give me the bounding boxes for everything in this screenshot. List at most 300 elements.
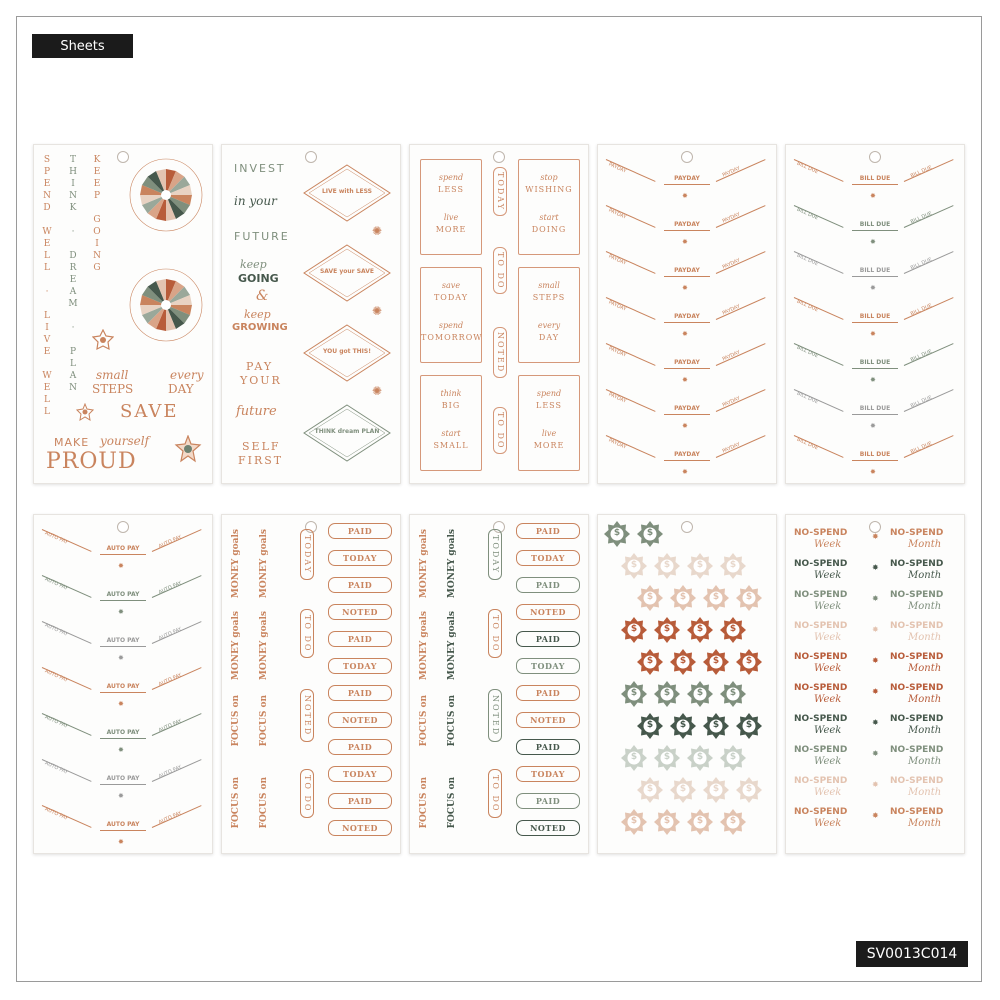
dollar-badge-sticker — [621, 617, 647, 643]
vertical-label: NOTED — [493, 327, 507, 378]
chevron-label: AUTO PAY — [43, 530, 69, 546]
star-icon: ✸ — [872, 532, 879, 541]
diamond-sticker — [302, 163, 392, 223]
dollar-badge-sticker — [654, 617, 680, 643]
first-text: FIRST — [238, 454, 284, 467]
tag-script: think — [440, 389, 462, 398]
invest-text: INVEST — [234, 162, 286, 175]
vertical-label: TO DO — [493, 407, 507, 454]
center-rule — [664, 276, 710, 277]
keep-going-text: KEEP GOING — [92, 155, 102, 275]
star-icon: ✸ — [872, 780, 879, 789]
week-script: Week — [814, 756, 842, 767]
star-icon: ✸ — [682, 238, 688, 246]
center-rule — [852, 184, 898, 185]
chevron-label: BILL DUE — [909, 440, 933, 456]
center-rule — [852, 276, 898, 277]
center-rule — [664, 322, 710, 323]
chevron-label: BILL DUE — [795, 206, 819, 222]
center-rule — [664, 414, 710, 415]
dollar-sign: $ — [745, 656, 753, 666]
chevron-label: PAYDAY — [607, 207, 628, 221]
week-script: Week — [814, 787, 842, 798]
chevron-label: BILL DUE — [795, 160, 819, 176]
dollar-badge-sticker — [670, 777, 696, 803]
center-label: BILL DUE — [859, 451, 891, 458]
vertical-sticker: FOCUS on — [447, 695, 457, 747]
center-label: PAYDAY — [674, 175, 700, 182]
vertical-sticker: MONEY goals — [231, 529, 241, 599]
proud-text: PROUD — [46, 449, 137, 474]
flower-icon — [76, 403, 94, 421]
no-spend-text: NO-SPEND — [794, 652, 848, 662]
vertical-sticker: MONEY goals — [259, 529, 269, 599]
tag-word: LESS — [438, 185, 464, 194]
center-label: BILL DUE — [859, 175, 891, 182]
flower-icon: ✺ — [372, 304, 383, 318]
label-pill-sticker: PAID — [328, 631, 392, 647]
center-rule — [664, 460, 710, 461]
star-icon: ✸ — [872, 594, 879, 603]
vertical-label: TODAY — [488, 529, 502, 580]
label-pill-sticker: NOTED — [516, 820, 580, 836]
chevron-label: BILL DUE — [795, 252, 819, 268]
tag-script: start — [539, 213, 559, 222]
dollar-sign: $ — [663, 624, 671, 634]
label-pill-sticker: PAID — [328, 523, 392, 539]
dollar-sign: $ — [646, 528, 654, 538]
center-label: AUTO PAY — [106, 591, 140, 598]
vertical-label: TO DO — [488, 609, 502, 658]
dollar-badge-sticker — [736, 585, 762, 611]
no-spend-text: NO-SPEND — [890, 559, 944, 569]
label-pill-sticker: NOTED — [328, 820, 392, 836]
dollar-sign: $ — [663, 688, 671, 698]
dollar-badge-sticker — [720, 553, 746, 579]
chevron-label: BILL DUE — [795, 344, 819, 360]
dollar-sign: $ — [745, 720, 753, 730]
label-pill-sticker: TODAY — [516, 658, 580, 674]
chevron-label: PAYDAY — [721, 165, 742, 179]
dollar-badge-sticker — [736, 713, 762, 739]
spend-well-text: SPEND WELL · LIVE WELL — [42, 155, 52, 419]
dollar-sign: $ — [646, 784, 654, 794]
star-icon: ✸ — [872, 625, 879, 634]
center-label: PAYDAY — [674, 451, 700, 458]
day-text: DAY — [168, 382, 194, 396]
dollar-badge-sticker — [687, 809, 713, 835]
tag-script: spend — [438, 173, 464, 182]
month-script: Month — [908, 725, 942, 736]
star-icon: ✸ — [872, 563, 879, 572]
dollar-sign: $ — [729, 752, 737, 762]
growing-text: GROWING — [232, 322, 288, 333]
self-text: SELF — [242, 440, 281, 453]
tag-word: LESS — [536, 401, 562, 410]
center-label: PAYDAY — [674, 267, 700, 274]
dollar-badge-sticker — [654, 681, 680, 707]
tag-script: live — [443, 213, 459, 222]
no-spend-text: NO-SPEND — [890, 807, 944, 817]
center-label: AUTO PAY — [106, 729, 140, 736]
gift-tag-sticker — [420, 375, 482, 471]
hang-hole — [493, 151, 505, 163]
label-pill-sticker: PAID — [516, 685, 580, 701]
sticker-sheet-3 — [409, 144, 589, 484]
chevron-label: PAYDAY — [721, 257, 742, 271]
dollar-sign: $ — [712, 784, 720, 794]
no-spend-text: NO-SPEND — [890, 590, 944, 600]
sheets-label: Sheets — [32, 34, 133, 58]
center-label: BILL DUE — [859, 359, 891, 366]
going-text: GOING — [238, 272, 279, 285]
dollar-badge-sticker — [637, 585, 663, 611]
no-spend-text: NO-SPEND — [890, 745, 944, 755]
chevron-label: PAYDAY — [607, 345, 628, 359]
month-script: Month — [908, 694, 942, 705]
no-spend-text: NO-SPEND — [794, 745, 848, 755]
dollar-badge-sticker — [703, 585, 729, 611]
center-label: BILL DUE — [859, 221, 891, 228]
label-pill-sticker: PAID — [516, 739, 580, 755]
dollar-sign: $ — [679, 784, 687, 794]
vertical-sticker: FOCUS on — [419, 695, 429, 747]
sticker-sheet-5 — [785, 144, 965, 484]
star-icon: ✸ — [682, 192, 688, 200]
month-script: Month — [908, 539, 942, 550]
vertical-sticker: MONEY goals — [447, 529, 457, 599]
gift-tag-sticker — [518, 159, 580, 255]
label-pill-sticker: PAID — [516, 523, 580, 539]
small-text: small — [96, 368, 129, 382]
chevron-label: PAYDAY — [721, 211, 742, 225]
star-icon: ✸ — [870, 330, 876, 338]
vertical-sticker: FOCUS on — [231, 695, 241, 747]
center-rule — [100, 600, 146, 601]
dollar-badge-sticker — [637, 521, 663, 547]
vertical-sticker: MONEY goals — [259, 611, 269, 681]
star-icon: ✸ — [872, 687, 879, 696]
dollar-sign: $ — [646, 720, 654, 730]
vertical-label: TODAY — [493, 167, 507, 216]
dollar-sign: $ — [630, 560, 638, 570]
dollar-sign: $ — [712, 592, 720, 602]
dollar-sign: $ — [696, 624, 704, 634]
month-script: Month — [908, 570, 942, 581]
dollar-badge-sticker — [621, 553, 647, 579]
label-pill-sticker: PAID — [328, 739, 392, 755]
chevron-label: AUTO PAY — [157, 534, 183, 550]
dollar-sign: $ — [630, 624, 638, 634]
label-pill-sticker: NOTED — [328, 712, 392, 728]
month-script: Month — [908, 787, 942, 798]
chevron-label: BILL DUE — [909, 394, 933, 410]
sticker-sheet-8 — [409, 514, 589, 854]
tag-word: SMALL — [433, 441, 469, 450]
dollar-badge-sticker — [687, 681, 713, 707]
label-pill-sticker: PAID — [516, 793, 580, 809]
product-code-label: SV0013C014 — [856, 941, 968, 967]
dollar-badge-sticker — [720, 809, 746, 835]
sunburst-sticker-1 — [126, 155, 206, 235]
star-icon: ✸ — [682, 468, 688, 476]
tag-word: TODAY — [433, 293, 469, 302]
dollar-badge-sticker — [670, 585, 696, 611]
no-spend-text: NO-SPEND — [890, 528, 944, 538]
center-rule — [664, 184, 710, 185]
yourself-text: yourself — [100, 434, 150, 448]
star-icon: ✸ — [870, 468, 876, 476]
star-icon: ✸ — [118, 700, 124, 708]
label-pill-sticker: PAID — [328, 577, 392, 593]
dollar-badge-sticker — [720, 745, 746, 771]
sticker-sheet-7 — [221, 514, 401, 854]
week-script: Week — [814, 601, 842, 612]
tag-script: every — [537, 321, 561, 330]
vertical-sticker: MONEY goals — [447, 611, 457, 681]
dollar-sign: $ — [745, 592, 753, 602]
chevron-label: BILL DUE — [795, 390, 819, 406]
chevron-label: BILL DUE — [795, 298, 819, 314]
center-label: AUTO PAY — [106, 683, 140, 690]
chevron-label: PAYDAY — [607, 161, 628, 175]
label-pill-sticker: NOTED — [516, 712, 580, 728]
center-label: PAYDAY — [674, 405, 700, 412]
hang-hole — [117, 521, 129, 533]
sticker-sheet-1 — [33, 144, 213, 484]
sticker-sheet-6 — [33, 514, 213, 854]
star-icon: ✸ — [870, 238, 876, 246]
vertical-sticker: FOCUS on — [419, 777, 429, 829]
hang-hole — [869, 151, 881, 163]
diamond-sticker — [302, 323, 392, 383]
chevron-label: AUTO PAY — [43, 714, 69, 730]
tag-word: DAY — [538, 333, 560, 342]
dollar-sign: $ — [646, 656, 654, 666]
label-pill-sticker: NOTED — [516, 604, 580, 620]
vertical-label: TO DO — [300, 609, 314, 658]
dollar-badge-sticker — [654, 809, 680, 835]
no-spend-text: NO-SPEND — [794, 590, 848, 600]
dollar-sign: $ — [712, 656, 720, 666]
dollar-sign: $ — [712, 720, 720, 730]
chevron-label: PAYDAY — [721, 349, 742, 363]
dollar-badge-sticker — [703, 713, 729, 739]
label-pill-sticker: TODAY — [328, 658, 392, 674]
star-icon: ✸ — [118, 654, 124, 662]
chevron-label: AUTO PAY — [43, 576, 69, 592]
tag-word: STEPS — [532, 293, 566, 302]
chevron-label: AUTO PAY — [157, 810, 183, 826]
dollar-sign: $ — [696, 688, 704, 698]
tag-script: live — [541, 429, 557, 438]
center-rule — [100, 692, 146, 693]
dollar-badge-sticker — [637, 649, 663, 675]
month-script: Month — [908, 756, 942, 767]
no-spend-text: NO-SPEND — [794, 807, 848, 817]
center-label: BILL DUE — [859, 267, 891, 274]
gift-tag-sticker — [518, 267, 580, 363]
dollar-badge-sticker — [670, 713, 696, 739]
dollar-sign: $ — [613, 528, 621, 538]
star-icon: ✸ — [872, 656, 879, 665]
vertical-label: TO DO — [300, 769, 314, 818]
dollar-sign: $ — [745, 784, 753, 794]
chevron-label: PAYDAY — [721, 395, 742, 409]
dollar-sign: $ — [630, 688, 638, 698]
chevron-label: AUTO PAY — [157, 718, 183, 734]
dollar-badge-sticker — [720, 681, 746, 707]
center-rule — [852, 230, 898, 231]
center-label: PAYDAY — [674, 313, 700, 320]
diamond-label: LIVE with LESS — [321, 188, 372, 195]
no-spend-text: NO-SPEND — [794, 683, 848, 693]
dollar-badge-sticker — [621, 681, 647, 707]
center-label: AUTO PAY — [106, 821, 140, 828]
hang-hole — [305, 151, 317, 163]
dollar-sign: $ — [646, 592, 654, 602]
diamond-label: SAVE your SAVE — [319, 268, 375, 275]
vertical-sticker: FOCUS on — [259, 777, 269, 829]
dollar-badge-sticker — [637, 777, 663, 803]
chevron-label: AUTO PAY — [43, 806, 69, 822]
star-icon: ✸ — [872, 811, 879, 820]
center-label: AUTO PAY — [106, 775, 140, 782]
vertical-sticker: FOCUS on — [447, 777, 457, 829]
pay-text: PAY — [246, 360, 274, 373]
dollar-sign: $ — [729, 688, 737, 698]
center-rule — [852, 322, 898, 323]
chevron-label: AUTO PAY — [43, 622, 69, 638]
tag-word: MORE — [435, 225, 467, 234]
future-text: FUTURE — [234, 230, 290, 243]
vertical-label: TO DO — [493, 247, 507, 294]
month-script: Month — [908, 663, 942, 674]
sticker-sheet-10 — [785, 514, 965, 854]
dollar-sign: $ — [663, 816, 671, 826]
chevron-label: PAYDAY — [607, 391, 628, 405]
dollar-badge-sticker — [687, 745, 713, 771]
chevron-label: BILL DUE — [909, 210, 933, 226]
diamond-sticker — [302, 403, 392, 463]
week-script: Week — [814, 694, 842, 705]
vertical-label: NOTED — [488, 689, 502, 742]
dollar-sign: $ — [630, 816, 638, 826]
month-script: Month — [908, 632, 942, 643]
star-icon: ✸ — [118, 562, 124, 570]
center-label: BILL DUE — [859, 313, 891, 320]
keep-text: keep — [240, 258, 267, 271]
chevron-label: AUTO PAY — [157, 672, 183, 688]
star-icon: ✸ — [118, 746, 124, 754]
label-pill-sticker: TODAY — [516, 550, 580, 566]
center-rule — [100, 646, 146, 647]
vertical-sticker: FOCUS on — [231, 777, 241, 829]
dollar-sign: $ — [679, 592, 687, 602]
label-pill-sticker: PAID — [328, 685, 392, 701]
diamond-sticker — [302, 243, 392, 303]
dollar-sign: $ — [729, 816, 737, 826]
star-icon: ✸ — [870, 422, 876, 430]
chevron-label: BILL DUE — [909, 302, 933, 318]
think-dream-plan-text: THINK · DREAM · PLAN — [68, 155, 78, 395]
label-pill-sticker: PAID — [516, 631, 580, 647]
sticker-sheet-2 — [221, 144, 401, 484]
hang-hole — [681, 521, 693, 533]
star-icon: ✸ — [682, 330, 688, 338]
dollar-badge-sticker — [703, 777, 729, 803]
dollar-badge-sticker — [687, 617, 713, 643]
star-icon: ✸ — [870, 376, 876, 384]
vertical-label: TODAY — [300, 529, 314, 580]
label-pill-sticker: TODAY — [328, 766, 392, 782]
center-rule — [100, 830, 146, 831]
center-label: AUTO PAY — [106, 545, 140, 552]
chevron-label: PAYDAY — [721, 441, 742, 455]
dollar-badge-sticker — [670, 649, 696, 675]
dollar-badge-sticker — [720, 617, 746, 643]
vertical-sticker: MONEY goals — [231, 611, 241, 681]
flower-icon: ✺ — [372, 384, 383, 398]
diamond-label: THINK dream PLAN — [314, 428, 380, 435]
center-rule — [100, 554, 146, 555]
center-rule — [852, 460, 898, 461]
dollar-sign: $ — [663, 560, 671, 570]
center-label: AUTO PAY — [106, 637, 140, 644]
month-script: Month — [908, 601, 942, 612]
chevron-label: AUTO PAY — [43, 668, 69, 684]
label-pill-sticker: PAID — [516, 577, 580, 593]
in-your-text: in your — [234, 194, 277, 208]
dollar-sign: $ — [729, 624, 737, 634]
chevron-label: PAYDAY — [721, 303, 742, 317]
gift-tag-sticker — [420, 159, 482, 255]
steps-text: STEPS — [92, 382, 134, 396]
star-icon: ✸ — [118, 608, 124, 616]
no-spend-text: NO-SPEND — [794, 528, 848, 538]
tag-word: TOMORROW — [421, 333, 483, 342]
no-spend-text: NO-SPEND — [794, 559, 848, 569]
center-rule — [100, 784, 146, 785]
center-label: BILL DUE — [859, 405, 891, 412]
flower-icon — [174, 435, 202, 463]
star-icon: ✸ — [870, 192, 876, 200]
month-script: Month — [908, 818, 942, 829]
vertical-sticker: FOCUS on — [259, 695, 269, 747]
star-icon: ✸ — [870, 284, 876, 292]
chevron-label: PAYDAY — [607, 253, 628, 267]
chevron-label: AUTO PAY — [43, 760, 69, 776]
vertical-sticker: MONEY goals — [419, 529, 429, 599]
star-icon: ✸ — [118, 792, 124, 800]
label-pill-sticker: PAID — [328, 793, 392, 809]
sticker-sheet-9 — [597, 514, 777, 854]
center-rule — [664, 368, 710, 369]
star-icon: ✸ — [682, 284, 688, 292]
week-script: Week — [814, 663, 842, 674]
dollar-sign: $ — [729, 560, 737, 570]
dollar-badge-sticker — [654, 553, 680, 579]
no-spend-text: NO-SPEND — [890, 683, 944, 693]
tag-word: WISHING — [525, 185, 573, 194]
no-spend-text: NO-SPEND — [794, 621, 848, 631]
vertical-label: TO DO — [488, 769, 502, 818]
chevron-label: BILL DUE — [909, 256, 933, 272]
chevron-label: BILL DUE — [909, 348, 933, 364]
week-script: Week — [814, 570, 842, 581]
tag-script: stop — [540, 173, 558, 182]
dollar-badge-sticker — [637, 713, 663, 739]
